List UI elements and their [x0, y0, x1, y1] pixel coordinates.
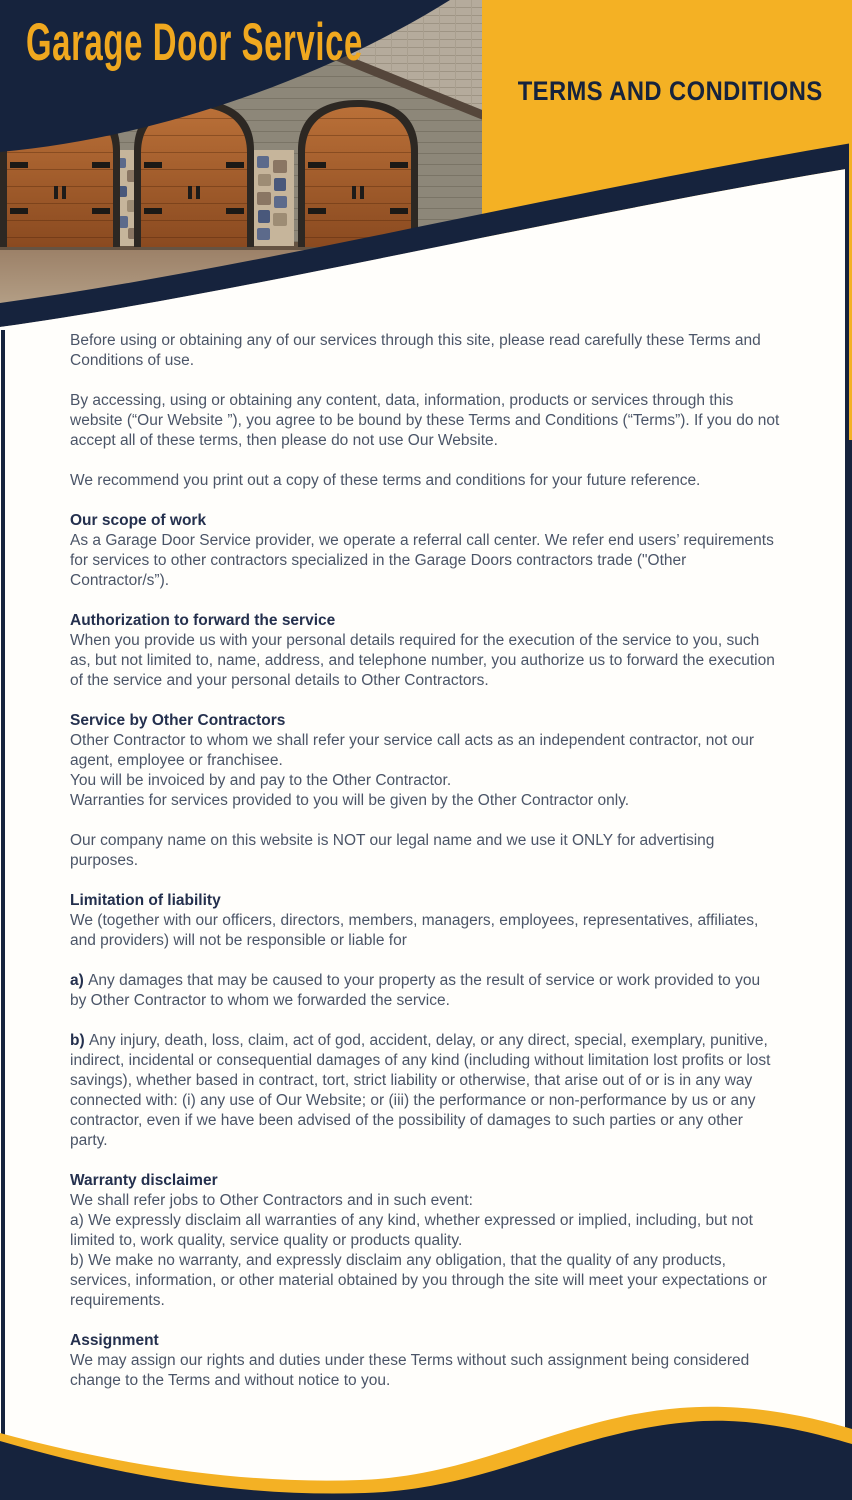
paragraph: Other Contractor to whom we shall refer your service call acts as an independent contractor, not our agent, employee or franchisee. [70, 732, 755, 769]
section-heading: Authorization to forward the service [70, 612, 336, 629]
paragraph: Before using or obtaining any of our services through this site, please read carefully these Terms and Conditions of use. [70, 332, 761, 369]
page-title: TERMS AND CONDITIONS [517, 76, 823, 106]
terms-section [70, 1331, 780, 1391]
paragraph: We (together with our officers, directors, members, managers, employees, representatives, affiliates, and providers) will not be responsible or liable for [70, 912, 759, 949]
terms-section [70, 471, 780, 491]
section-heading: Assignment [70, 1332, 159, 1349]
terms-section [70, 1031, 780, 1151]
terms-section [70, 511, 780, 591]
section-heading: Warranty disclaimer [70, 1172, 218, 1189]
paragraph: Warranties for services provided to you will be given by the Other Contractor only. [70, 792, 630, 809]
section-heading: Limitation of liability [70, 892, 221, 909]
page-left-border [1, 300, 5, 1470]
terms-section [70, 971, 780, 1011]
paragraph-prefix: a) [70, 972, 89, 989]
paragraph: We recommend you print out a copy of these terms and conditions for your future reference. [70, 472, 701, 489]
terms-section [70, 831, 780, 871]
paragraph: b) We make no warranty, and expressly disclaim any obligation, that the quality of any products, services, information, or other material obtained by you through the site will meet your expectations or requirements. [70, 1252, 767, 1309]
paragraph: b) Any injury, death, loss, claim, act of god, accident, delay, or any direct, special, exemplary, punitive, indirect, incidental or consequential damages of any kind (including without limitation lost profits or lost savings), whether based in contract, tort, strict liability or otherwise, that arise out of or is in any way connected with: (i) any use of Our Website; or (iii) the performance or non-performance by us or any contractor, even if we have been advised of the possibility of damages to such parties or any other party. [70, 1032, 771, 1149]
terms-section [70, 331, 780, 371]
terms-section [70, 711, 780, 811]
section-heading: Our scope of work [70, 512, 207, 529]
paragraph-prefix: b) [70, 1032, 89, 1049]
paragraph: a) We expressly disclaim all warranties of any kind, whether expressed or implied, including, but not limited to, work quality, service quality or products quality. [70, 1212, 753, 1249]
footer-swoosh [0, 1390, 852, 1500]
terms-section [70, 611, 780, 691]
terms-section [70, 891, 780, 951]
section-heading: Service by Other Contractors [70, 712, 286, 729]
paragraph: We may assign our rights and duties under these Terms without such assignment being considered change to the Terms and without notice to you. [70, 1352, 750, 1389]
terms-section [70, 1171, 780, 1311]
terms-section [70, 391, 780, 451]
paragraph: As a Garage Door Service provider, we operate a referral call center. We refer end users’ requirements for services to other contractors specialized in the Garage Doors contractors trade ("Other Contractor/s”). [70, 532, 774, 589]
header [0, 0, 852, 330]
paragraph: We shall refer jobs to Other Contractors and in such event: [70, 1192, 473, 1209]
footer-navy-wave [0, 1421, 852, 1500]
paragraph: a) Any damages that may be caused to your property as the result of service or work provided to you by Other Contractor to whom we forwarded the service. [70, 972, 761, 1009]
brand-logo: Garage Door Service [26, 13, 363, 72]
terms-content [70, 331, 780, 1411]
paragraph: Our company name on this website is NOT our legal name and we use it ONLY for advertising purposes. [70, 832, 715, 869]
header-swoosh-divider [0, 0, 852, 330]
paragraph: When you provide us with your personal details required for the execution of the service to you, such as, but not limited to, name, address, and telephone number, you authorize us to forward the execution of the service and your personal details to Other Contractors. [70, 632, 775, 689]
paragraph: By accessing, using or obtaining any content, data, information, products or services through this website (“Our Website ”), you agree to be bound by these Terms and Conditions (“Terms”). If you do not accept all of these terms, then please do not use Our Website. [70, 392, 780, 449]
paragraph: You will be invoiced by and pay to the Other Contractor. [70, 772, 452, 789]
